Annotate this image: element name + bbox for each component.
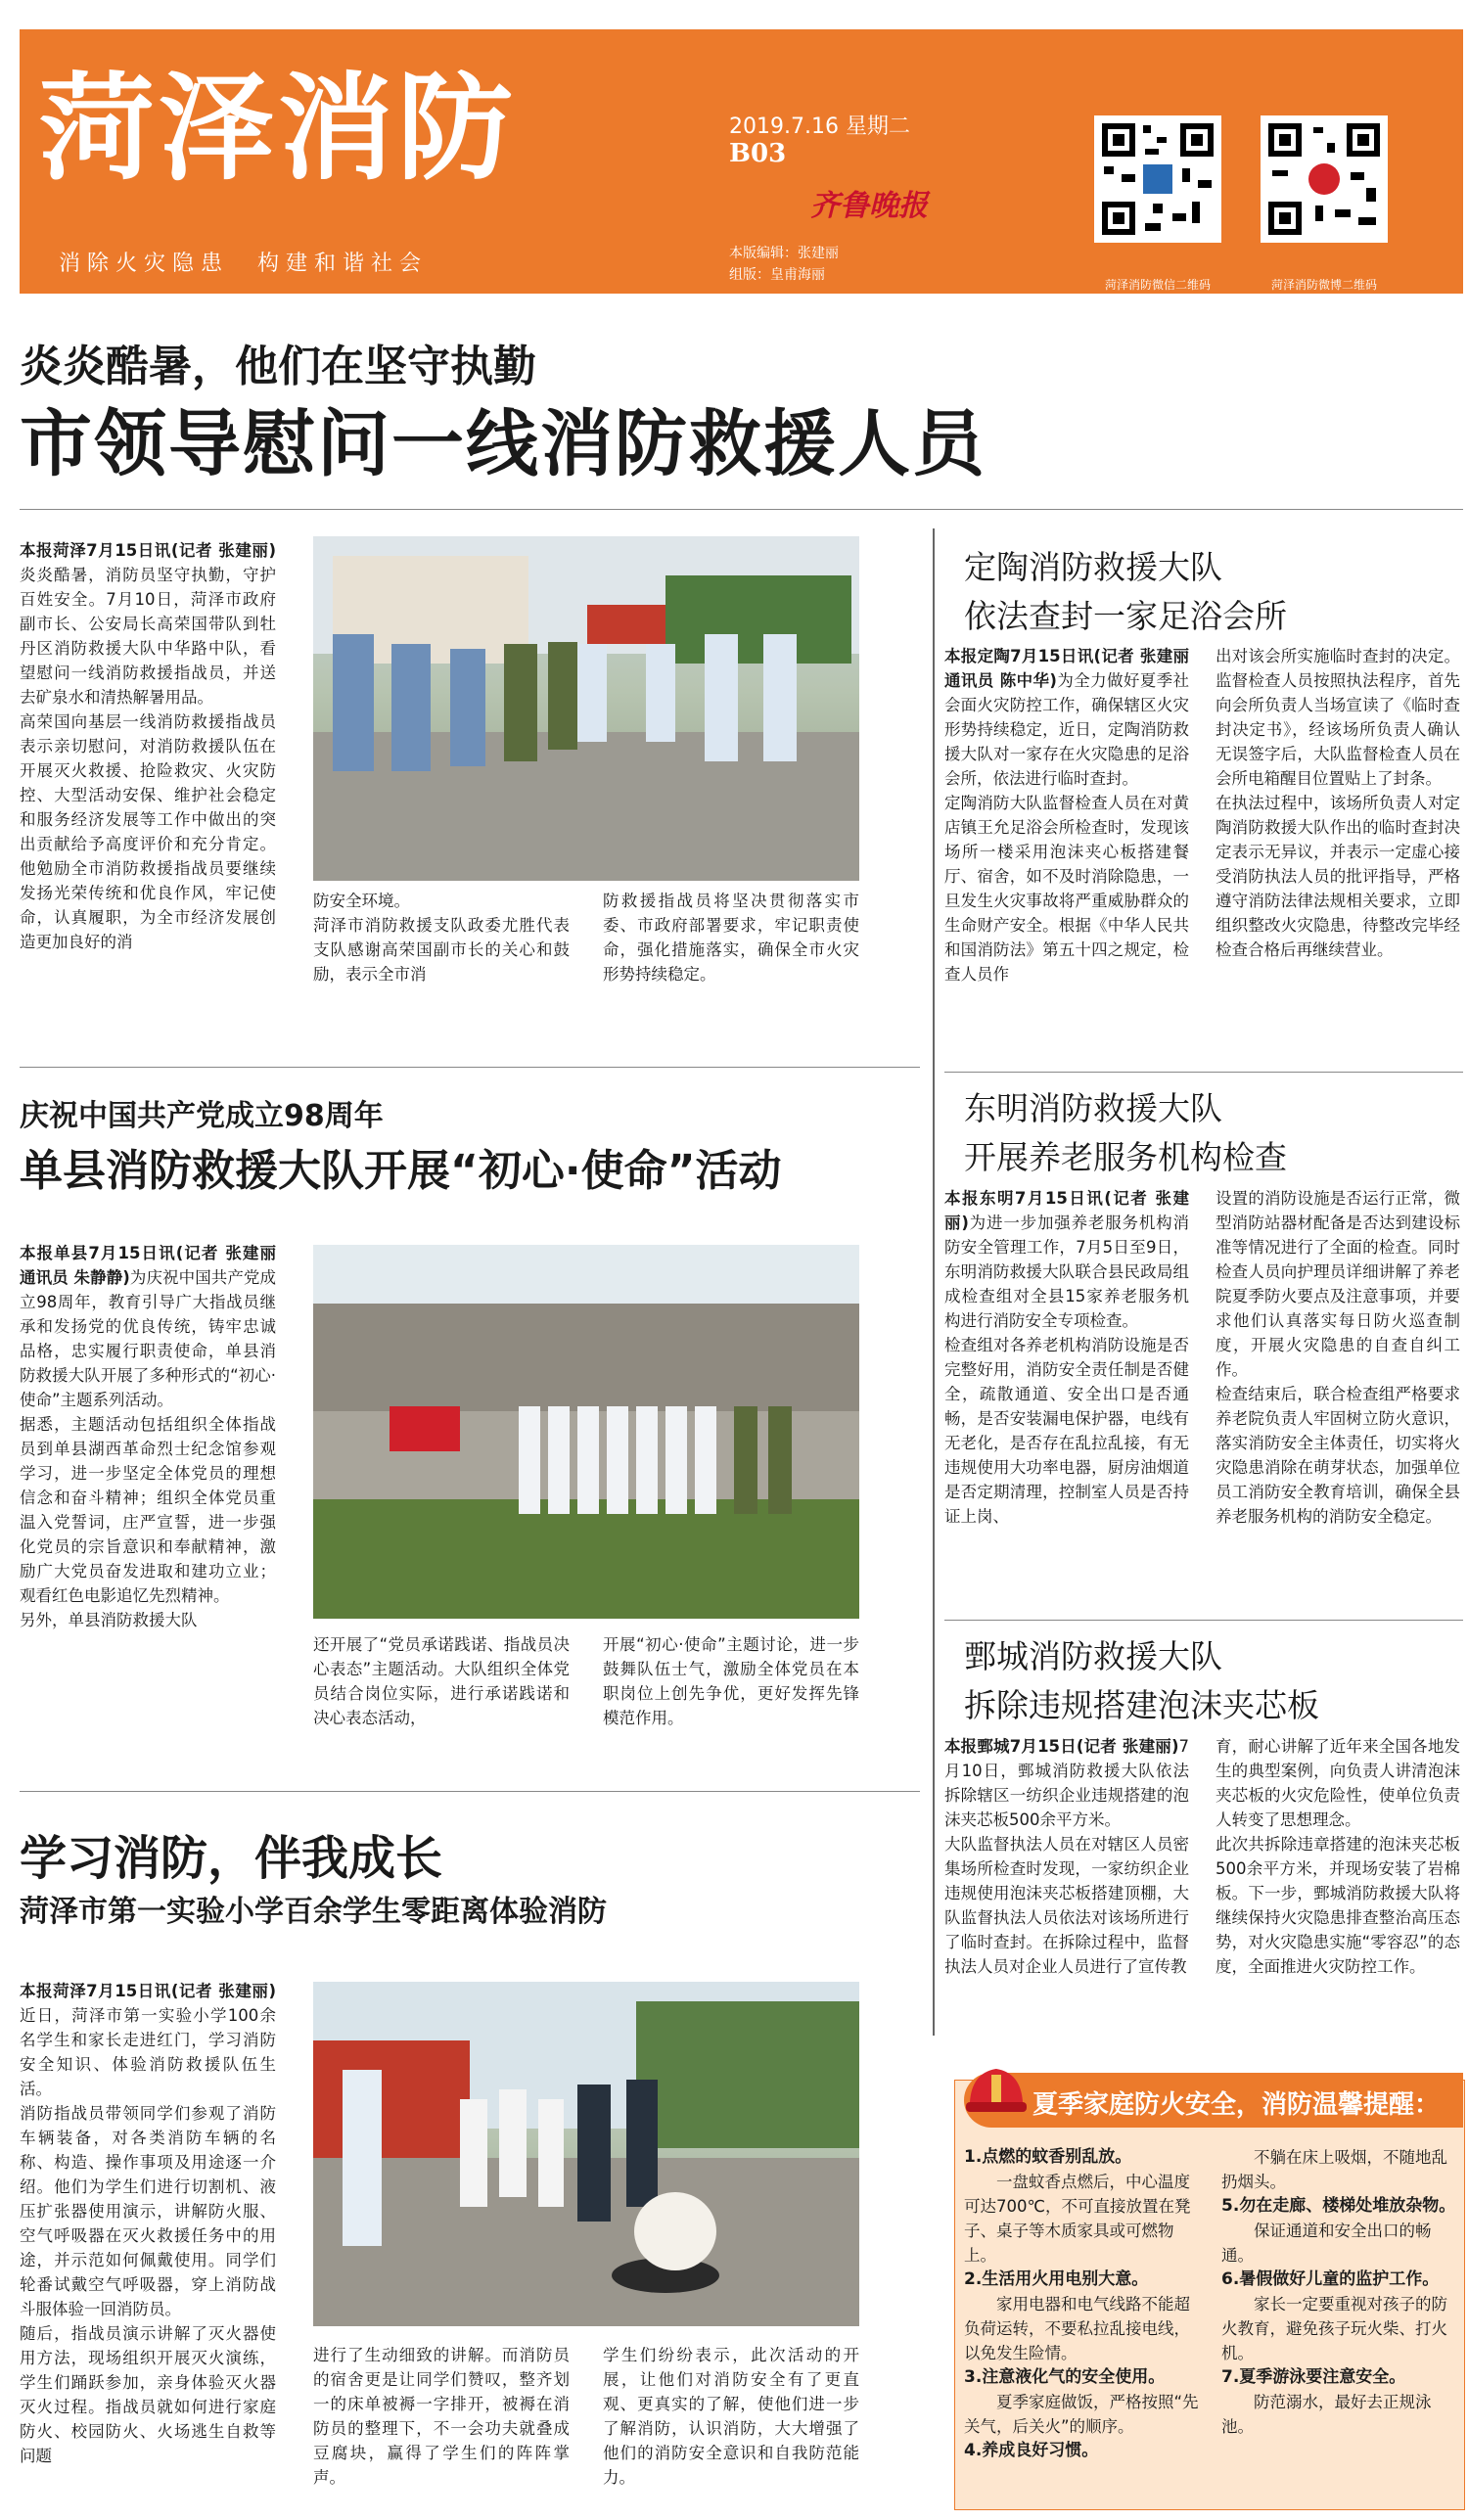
brand-title: 菏泽消防	[39, 61, 518, 196]
lead-column-2	[313, 889, 570, 986]
school-headline: 学习消防，伴我成长	[20, 1831, 443, 1886]
juancheng-text-1: 7月10日，鄄城消防救援大队依法拆除辖区一纺织企业违规搭建的泡沫夹芯板500余平方米。 大队监督执法人员在对辖区人员密集场所检查时发现，一家纺织企业违规使用泡沫夹芯板搭建顶棚，大队监督执法人员依法对该场所进行了临时查封。在拆除过程中，监督执法人员对企业人员进行了宣传教	[944, 1737, 1189, 1976]
shanxian-kicker: 庆祝中国共产党成立98周年	[20, 1099, 384, 1133]
school-column-2	[313, 2343, 570, 2490]
school-subtitle: 菏泽市第一实验小学百余学生零距离体验消防	[20, 1895, 607, 1929]
school-column-1	[20, 1979, 276, 2468]
dingtao-title-2: 依法查封一家足浴会所	[964, 597, 1287, 635]
dongming-column-1	[944, 1186, 1189, 1529]
column-divider	[933, 528, 935, 2036]
tip-heading: 2.生活用火用电别大意。	[964, 2269, 1149, 2289]
shanxian-headline: 单县消防救援大队开展“初心·使命”活动	[20, 1146, 782, 1196]
dingtao-title-1: 定陶消防救援大队	[964, 548, 1222, 586]
dingtao-text-1: 为全力做好夏季社会面火灾防控工作，确保辖区火灾形势持续稳定，近日，定陶消防救援大队对一家存在火灾隐患的足浴会所，依法进行临时查封。 定陶消防大队监督检查人员在对黄店镇王允足浴会所检查时，发现该场所一楼采用泡沫夹心板搭建餐厅、宿舍，如不及时消除隐患，一旦发生火灾事故将严重威胁群众的生命财产安全。根据《中华人民共和国消防法》第五十四之规定，检查人员作	[944, 671, 1189, 984]
tip-heading: 5.勿在走廊、楼梯处堆放杂物。	[1221, 2196, 1456, 2216]
juancheng-column-2	[1216, 1734, 1460, 1979]
tips-right-column	[1221, 2145, 1456, 2439]
issue-date: 2019.7.16 星期二	[729, 115, 910, 139]
shanxian-text-3: 开展“初心·使命”主题讨论，进一步鼓舞队伍士气，激励全体党员在本职岗位上创先争优，更好发挥先锋模范作用。	[603, 1635, 859, 1727]
paper-name: 齐鲁晚报	[810, 189, 928, 223]
tip-body: 夏季家庭做饭，严格按照“先关气，后关火”的顺序。	[964, 2393, 1199, 2436]
divider	[20, 1791, 920, 1792]
dongming-title-2: 开展养老服务机构检查	[964, 1138, 1287, 1176]
shanxian-column-1	[20, 1241, 276, 1632]
tip-body: 家用电器和电气线路不能超负荷运转，不要私拉乱接电线，以免发生险情。	[964, 2295, 1190, 2362]
juancheng-title-1: 鄄城消防救援大队	[964, 1637, 1222, 1675]
tips-left-column	[964, 2145, 1199, 2463]
tip-heading: 4.养成良好习惯。	[964, 2441, 1099, 2460]
dongming-byline: 本报东明7月15日讯(记者 张建丽)	[944, 1189, 1189, 1232]
dingtao-byline: 本报定陶7月15日讯(记者 张建丽 通讯员 陈中华)	[944, 647, 1189, 690]
dongming-column-2	[1216, 1186, 1460, 1529]
wechat-qr-code	[1094, 115, 1221, 243]
tip-body: 家长一定要重视对孩子的防火教育，避免孩子玩火柴、打火机。	[1221, 2295, 1447, 2362]
lead-column-3	[603, 889, 859, 986]
weibo-qr-label: 菏泽消防微博二维码	[1270, 278, 1377, 292]
dongming-text-1: 为进一步加强养老服务机构消防安全管理工作，7月5日至9日，东明消防救援大队联合县民政局组成检查组对全县15家养老服务机构进行消防安全专项检查。 检查组对各养老机构消防设施是否完整好用，消防安全责任制是否健全，疏散通道、安全出口是否通畅，是否安装漏电保护器，电线有无老化，是否存在乱拉乱接，有无违规使用大功率电器，厨房油烟道是否定期清理，控制室人员是否持证上岗、	[944, 1214, 1189, 1526]
tip-heading: 3.注意液化气的安全使用。	[964, 2367, 1166, 2387]
lead-kicker: 炎炎酷暑，他们在坚守执勤	[20, 342, 536, 391]
dingtao-column-1	[944, 644, 1189, 986]
dingtao-text-2: 出对该会所实施临时查封的决定。监督检查人员按照执法程序，首先向会所负责人当场宣读了《临时查封决定书》，经该场所负责人确认无误签字后，大队监督检查人员在会所电箱醒目位置贴上了封条。 在执法过程中，该场所负责人对定陶消防救援大队作出的临时查封决定表示无异议，并表示一定虚心接受消防执法人员的批评指导，严格遵守消防法律法规相关要求，立即组织整改火灾隐患，待整改完毕经检查合格后再继续营业。	[1216, 647, 1460, 959]
page-number: B03	[729, 139, 787, 168]
tip-body: 保证通道和安全出口的畅通。	[1221, 2222, 1432, 2265]
lead-column-1	[20, 538, 276, 954]
lead-photo	[313, 536, 859, 881]
school-byline: 本报菏泽7月15日讯(记者 张建丽)	[20, 1982, 276, 2000]
divider	[944, 1620, 1463, 1621]
lead-text-3: 防救援指战员将坚决贯彻落实市委、市政府部署要求，牢记职责使命，强化措施落实，确保全市火灾形势持续稳定。	[603, 892, 859, 984]
tip-body: 不躺在床上吸烟，不随地乱扔烟头。	[1221, 2148, 1447, 2191]
dingtao-column-2	[1216, 644, 1460, 962]
juancheng-text-2: 育，耐心讲解了近年来全国各地发生的典型案例，向负责人讲清泡沫夹芯板的火灾危险性，使单位负责人转变了思想理念。 此次共拆除违章搭建的泡沫夹芯板500余平方米，并现场安装了岩棉板。下一步，鄄城消防救援大队将继续保持火灾隐患排查整治高压态势，对火灾隐患实施“零容忍”的态度，全面推进火灾防控工作。	[1216, 1737, 1460, 1976]
divider	[20, 1067, 920, 1068]
juancheng-byline: 本报鄄城7月15日(记者 张建丽)	[944, 1737, 1179, 1756]
shanxian-column-3	[603, 1632, 859, 1730]
school-text-3: 学生们纷纷表示，此次活动的开展，让他们对消防安全有了更直观、更真实的了解，使他们进一步了解消防，认识消防，大大增强了他们的消防安全意识和自我防范能力。	[603, 2346, 859, 2487]
tip-body: 防范溺水，最好去正规泳池。	[1221, 2393, 1432, 2436]
lead-headline: 市领导慰问一线消防救援人员	[20, 402, 986, 486]
divider	[20, 509, 1463, 510]
shanxian-byline: 本报单县7月15日讯(记者 张建丽 通讯员 朱静静)	[20, 1244, 276, 1287]
designer-credit: 组版：皇甫海丽	[729, 267, 825, 283]
weibo-qr-code	[1261, 115, 1388, 243]
lead-byline: 本报菏泽7月15日讯(记者 张建丽)	[20, 541, 276, 560]
tips-title: 夏季家庭防火安全，消防温馨提醒：	[1032, 2090, 1441, 2120]
shanxian-column-2	[313, 1632, 570, 1730]
tip-heading: 7.夏季游泳要注意安全。	[1221, 2367, 1406, 2387]
dongming-text-2: 设置的消防设施是否运行正常，微型消防站器材配备是否达到建设标准等情况进行了全面的检查。同时检查人员向护理员详细讲解了养老院夏季防火要点及注意事项，并要求他们认真落实每日防火巡查制度，开展火灾隐患的自查自纠工作。 检查结束后，联合检查组严格要求养老院负责人牢固树立防火意识，落实消防安全主体责任，切实将火灾隐患消除在萌芽状态，加强单位员工消防安全教育培训，确保全县养老服务机构的消防安全稳定。	[1216, 1189, 1460, 1526]
school-column-3	[603, 2343, 859, 2490]
wechat-qr-label: 菏泽消防微信二维码	[1104, 278, 1211, 292]
shanxian-photo	[313, 1245, 859, 1619]
divider	[944, 1072, 1463, 1073]
editor-credit: 本版编辑：张建丽	[729, 246, 839, 261]
juancheng-title-2: 拆除违规搭建泡沫夹芯板	[964, 1686, 1319, 1724]
school-photo	[313, 1982, 859, 2326]
tip-heading: 1.点燃的蚊香别乱放。	[964, 2147, 1132, 2167]
school-text-2: 进行了生动细致的讲解。而消防员的宿舍更是让同学们赞叹，整齐划一的床单被褥一字排开，被褥在消防员的整理下，不一会功夫就叠成豆腐块，赢得了学生们的阵阵掌声。	[313, 2346, 570, 2487]
lead-text-2: 防安全环境。 菏泽市消防救援支队政委尤胜代表支队感谢高荣国副市长的关心和鼓励，表示全市消	[313, 892, 570, 984]
lead-text-1: 炎炎酷暑，消防员坚守执勤，守护百姓安全。7月10日，菏泽市政府副市长、公安局长高荣国带队到牡丹区消防救援大队中华路中队，看望慰问一线消防救援指战员，并送去矿泉水和清热解暑用品。 高荣国向基层一线消防救援指战员表示亲切慰问，对消防救援队伍在开展灭火救援、抢险救灾、火灾防控、大型活动安保、维护社会稳定和服务经济发展等工作中做出的突出贡献给予高度评价和充分肯定。他勉励全市消防救援指战员要继续发扬光荣传统和优良作风，牢记使命，认真履职，为全市经济发展创造更加良好的消	[20, 566, 276, 951]
slogan: 消除火灾隐患 构建和谐社会	[59, 252, 429, 276]
shanxian-text-2: 还开展了“党员承诺践诺、指战员决心表态”主题活动。大队组织全体党员结合岗位实际，进行承诺践诺和决心表态活动，	[313, 1635, 570, 1727]
fire-helmet-icon	[964, 2059, 1029, 2128]
tip-body: 一盘蚊香点燃后，中心温度可达700℃，不可直接放置在凳子、桌子等木质家具或可燃物上。	[964, 2173, 1191, 2265]
tip-heading: 6.暑假做好儿童的监护工作。	[1221, 2269, 1440, 2289]
shanxian-text-1: 为庆祝中国共产党成立98周年，教育引导广大指战员继承和发扬党的优良传统，铸牢忠诚品格，忠实履行职责使命，单县消防救援大队开展了多种形式的“初心·使命”主题系列活动。 据悉，主题活动包括组织全体指战员到单县湖西革命烈士纪念馆参观学习，进一步坚定全体党员的理想信念和奋斗精神；组织全体党员重温入党誓词，庄严宣誓，进一步强化党员的宗旨意识和奉献精神，激励广大党员奋发进取和建功立业；观看红色电影追忆先烈精神。 另外，单县消防救援大队	[20, 1268, 276, 1629]
school-text-1: 近日，菏泽市第一实验小学100余名学生和家长走进红门，学习消防安全知识、体验消防救援队伍生活。 消防指战员带领同学们参观了消防车辆装备，对各类消防车辆的名称、构造、操作事项及用途逐一介绍。他们为学生们进行切割机、液压扩张器使用演示，讲解防火服、空气呼吸器在灭火救援任务中的用途，并示范如何佩戴使用。同学们轮番试戴空气呼吸器，穿上消防战斗服体验一回消防员。 随后，指战员演示讲解了灭火器使用方法，现场组织开展灭火演练，学生们踊跃参加，亲身体验灭火器灭火过程。指战员就如何进行家庭防火、校园防火、火场逃生自救等问题	[20, 2006, 276, 2465]
dongming-title-1: 东明消防救援大队	[964, 1089, 1222, 1127]
juancheng-column-1	[944, 1734, 1189, 1979]
